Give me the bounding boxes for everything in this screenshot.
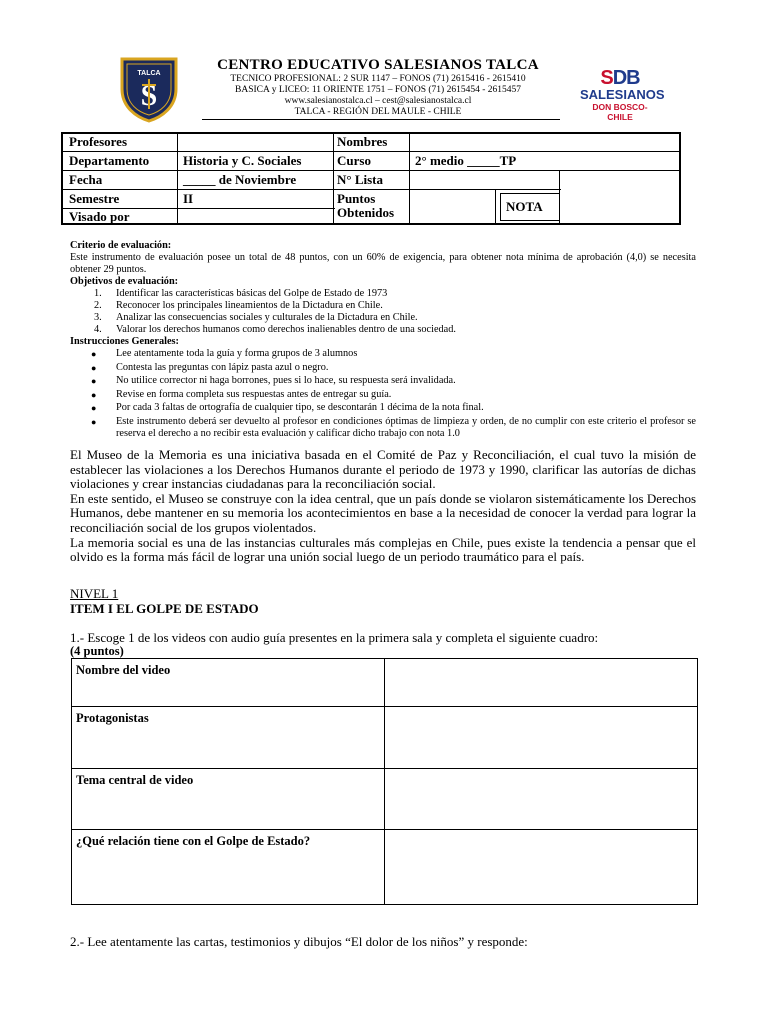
question-1-text: 1.- Escoge 1 de los videos con audio guía presentes en la primera sala y completa el siguiente cuadro: xyxy=(70,630,599,645)
row-label-tema-central: Tema central de video xyxy=(72,769,385,830)
bullet-icon: ● xyxy=(91,403,97,413)
nivel-heading: NIVEL 1 xyxy=(70,586,119,601)
label-visado-por: Visado por xyxy=(69,209,130,224)
instrucciones-list xyxy=(70,348,696,440)
n-lista-field[interactable] xyxy=(413,173,553,188)
bullet-icon: ● xyxy=(91,349,97,359)
label-semestre: Semestre xyxy=(69,191,120,206)
departamento-value: Historia y C. Sociales xyxy=(183,153,302,168)
video-table xyxy=(71,658,698,905)
item-title: ITEM I EL GOLPE DE ESTADO xyxy=(70,601,259,616)
answer-cell[interactable] xyxy=(385,769,698,830)
label-nota: NOTA xyxy=(506,199,543,214)
label-obtenidos: Obtenidos xyxy=(337,205,395,220)
logo-name: SALESIANOS xyxy=(580,87,665,102)
student-info-table xyxy=(61,132,681,225)
table-row xyxy=(72,830,698,905)
label-nombres: Nombres xyxy=(337,134,388,149)
objetivo-item: 2. Reconocer los principales lineamientos de la Dictadura en Chile. xyxy=(94,300,383,311)
intro-paragraph-3: La memoria social es una de las instancias culturales más complejas en Chile, pues existe la tendencia a pensar que el olvido es la forma más fácil de lograr una unión social luego de un periodo traumático para el país. xyxy=(70,534,696,565)
intro-paragraph-1: El Museo de la Memoria es una iniciativa basada en el Comité de Paz y Reconciliación, el cual tuvo la misión de establecer las violaciones a los Derechos Humanos durante el periodo de 1973 y 1990, clarificar las autorías de dichas violaciones y crear instancias ciudadanas para la reconciliación social. xyxy=(70,447,696,492)
salesianos-logo xyxy=(580,67,665,122)
answer-cell[interactable] xyxy=(385,659,698,707)
school-crest-logo xyxy=(118,55,180,123)
objetivo-item: 1. Identificar las características básicas del Golpe de Estado de 1973 xyxy=(94,288,388,299)
header-line-1: TECNICO PROFESIONAL: 2 SUR 1147 – FONOS (71) 2615416 - 2615410 xyxy=(230,74,526,84)
crest-text: TALCA xyxy=(137,70,161,77)
objetivos-list xyxy=(70,288,696,336)
instruccion-item: ● Por cada 3 faltas de ortografía de cualquier tipo, se descontarán 1 décima de la nota final. xyxy=(91,402,484,413)
instruccion-item: ● Contesta las preguntas con lápiz pasta azul o negro. xyxy=(91,361,329,373)
bullet-icon: ● xyxy=(91,389,97,400)
puntos-field[interactable] xyxy=(413,192,491,220)
intro-section xyxy=(70,448,696,565)
semestre-value: II xyxy=(183,191,194,206)
criterio-text: Este instrumento de evaluación posee un total de 48 puntos, con un 60% de exigencia, para obtener nota mínima de aprobación (4,0) se necesita obtener 29 puntos. xyxy=(70,252,696,275)
answer-cell[interactable] xyxy=(385,707,698,769)
header-line-4: TALCA - REGIÓN DEL MAULE - CHILE xyxy=(294,107,462,117)
objetivo-item: 4. Valorar los derechos humanos como derechos inalienables dentro de una sociedad. xyxy=(94,324,456,335)
bullet-icon: ● xyxy=(91,362,97,373)
school-title: CENTRO EDUCATIVO SALESIANOS TALCA xyxy=(217,57,539,73)
header-line-2: BASICA y LICEO: 11 ORIENTE 1751 – FONOS (71) 2615454 - 2615457 xyxy=(235,85,521,95)
label-fecha: Fecha xyxy=(69,172,103,187)
objetivo-item: 3. Analizar las consecuencias sociales y culturales de la Dictadura en Chile. xyxy=(94,312,418,323)
profesores-field[interactable] xyxy=(183,135,331,150)
label-profesores: Profesores xyxy=(69,134,127,149)
instruccion-item: ● No utilice corrector ni haga borrones, pues si lo hace, su respuesta será invalidada. xyxy=(91,375,456,386)
instrucciones-title: Instrucciones Generales: xyxy=(70,336,179,347)
intro-paragraph-2: En este sentido, el Museo se construye con la idea central, que un país donde se violaron sistemáticamente los Derechos Humanos, debe mantener en su memoria los acontecimientos en base a la necesidad de conocer la verdad para lograr la reconciliación social de los grupos violentados. xyxy=(70,490,696,535)
bullet-icon: ● xyxy=(91,416,97,427)
table-row xyxy=(72,707,698,769)
row-label-relacion-golpe: ¿Qué relación tiene con el Golpe de Estado? xyxy=(72,830,385,905)
bullet-icon: ● xyxy=(91,376,97,386)
instruccion-item: ● Revise en forma completa sus respuestas antes de entregar su guía. xyxy=(91,388,392,400)
table-row xyxy=(72,769,698,830)
school-header xyxy=(188,56,568,118)
nombres-field[interactable] xyxy=(413,135,675,150)
instruccion-item: ● Este instrumento deberá ser devuelto al profesor en condiciones óptimas de limpieza y orden, de no cumplir con este criterio el profesor se reserva el derecho a no recibir esta evaluación y calificar dicho trabajo con nota 1.0 xyxy=(91,415,696,439)
label-puntos: Puntos xyxy=(337,191,376,206)
criterio-section xyxy=(70,240,696,441)
visado-field[interactable] xyxy=(183,210,331,222)
instruccion-item: ● Lee atentamente toda la guía y forma grupos de 3 alumnos xyxy=(91,348,358,359)
row-label-nombre-video: Nombre del video xyxy=(72,659,385,707)
sdb-mark: SDB xyxy=(600,67,640,89)
fecha-value[interactable]: _____ de Noviembre xyxy=(183,172,297,187)
criterio-title: Criterio de evaluación: xyxy=(70,240,172,251)
objetivos-title: Objetivos de evaluación: xyxy=(70,276,179,287)
answer-cell[interactable] xyxy=(385,830,698,905)
question-1-points: (4 puntos) xyxy=(70,644,124,658)
table-row xyxy=(72,659,698,707)
row-label-protagonistas: Protagonistas xyxy=(72,707,385,769)
header-line-3: www.salesianostalca.cl – cest@salesianostalca.cl xyxy=(284,96,472,106)
label-curso: Curso xyxy=(337,153,371,168)
label-departamento: Departamento xyxy=(69,153,150,168)
label-n-lista: N° Lista xyxy=(337,172,384,187)
curso-value[interactable]: 2° medio _____TP xyxy=(415,153,517,168)
question-2-text: 2.- Lee atentamente las cartas, testimonios y dibujos “El dolor de los niños” y responde: xyxy=(70,934,528,949)
header-rule xyxy=(202,119,560,120)
svg-text:S: S xyxy=(140,79,158,112)
logo-subtitle: DON BOSCO-CHILE xyxy=(592,102,648,122)
